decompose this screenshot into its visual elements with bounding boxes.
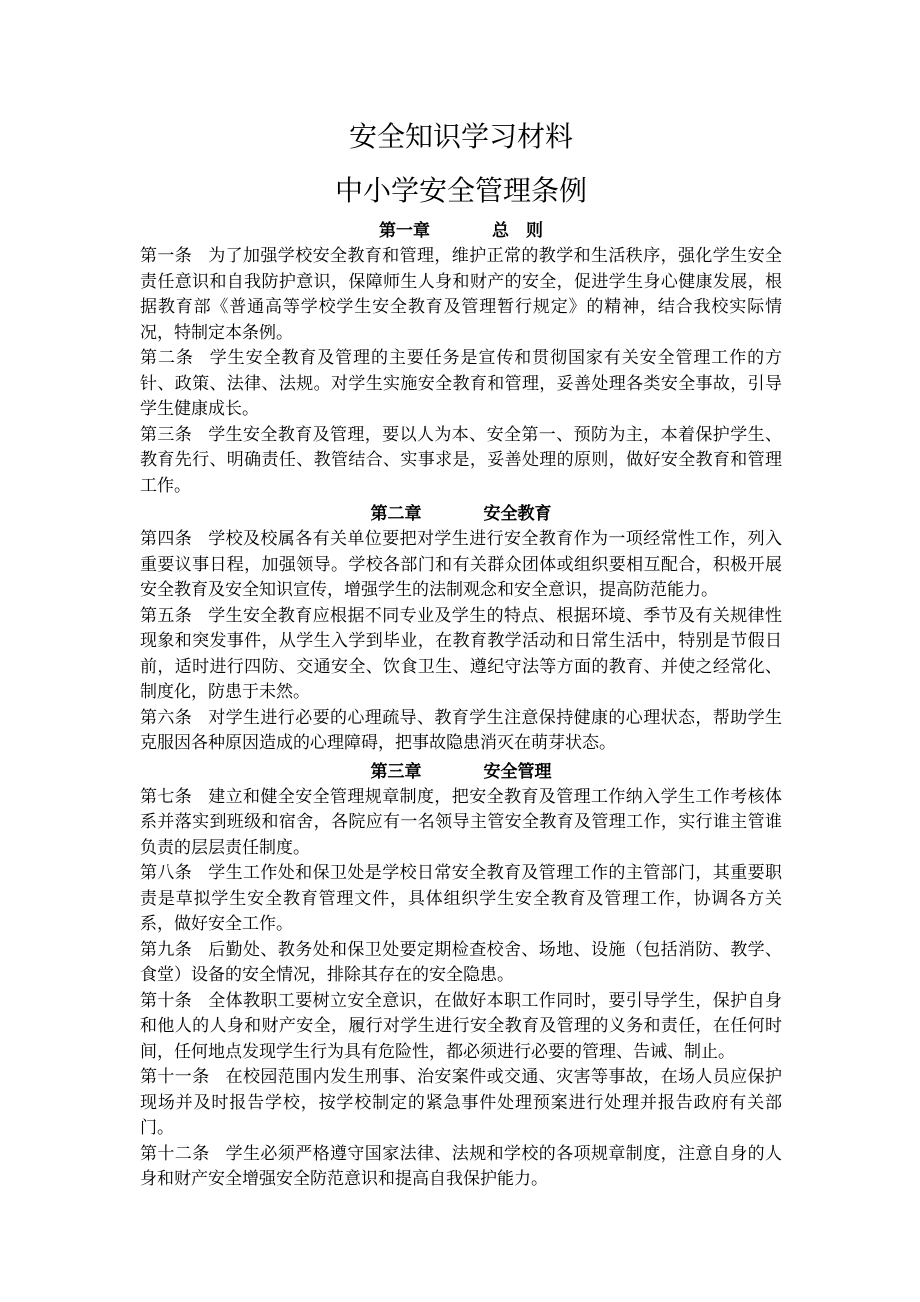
article-text: 学生安全教育应根据不同专业及学生的特点、根据环境、季节及有关规律性现象和突发事件，从学生入学到毕业，在教育教学活动和日常生活中，特别是节假日前，适时进行四防、交通安全、饮食卫生、遵纪守法等方面的教育、并使之经常化、制度化，防患于未然。 bbox=[140, 605, 783, 702]
chapter-number: 第三章 bbox=[370, 761, 422, 782]
article-text: 对学生进行必要的心理疏导、教育学生注意保持健康的心理状态，帮助学生克服因各种原因造成的心理障碍，把事故隐患消灭在萌芽状态。 bbox=[140, 707, 783, 753]
chapter-name: 安全教育 bbox=[483, 504, 552, 524]
chapter-heading-3 bbox=[140, 759, 782, 785]
article-text: 在校园范围内发生刑事、治安案件或交通、灾害等事故，在场人员应保护现场并及时报告学校，按学校制定的紧急事件处理预案进行处理并报告政府有关部门。 bbox=[140, 1067, 783, 1138]
article-number: 第十二条 bbox=[140, 1143, 210, 1164]
article-number: 第二条 bbox=[140, 348, 194, 368]
article-text: 学生安全教育及管理，要以人为本、安全第一、预防为主，本着保护学生、教育先行、明确责任、教管结合、实事求是，妥善处理的原则，做好安全教育和管理工作。 bbox=[140, 424, 783, 496]
article-number: 第十一条 bbox=[140, 1067, 210, 1087]
article-text: 学生安全教育及管理的主要任务是宣传和贯彻国家有关安全管理工作的方针、政策、法律、法规。对学生实施安全教育和管理，妥善处理各类安全事故，引导学生健康成长。 bbox=[140, 348, 783, 419]
chapter-name: 安全管理 bbox=[483, 761, 552, 782]
article-text: 建立和健全安全管理规章制度，把安全教育及管理工作纳入学生工作考核体系并落实到班级和宿舍，各院应有一名领导主管安全教育及管理工作，实行谁主管谁负责的层层责任制度。 bbox=[140, 786, 783, 858]
article-6 bbox=[140, 706, 782, 757]
article-number: 第三条 bbox=[140, 424, 193, 445]
article-2 bbox=[140, 346, 782, 423]
article-text: 后勤处、教务处和保卫处要定期检查校舍、场地、设施（包括消防、教学、食堂）设备的安全情况，排除其存在的安全隐患。 bbox=[140, 939, 783, 985]
article-number: 第六条 bbox=[140, 707, 193, 728]
article-8 bbox=[140, 861, 782, 938]
article-number: 第四条 bbox=[140, 529, 193, 549]
article-text: 为了加强学校安全教育和管理，维护正常的教学和生活秩序，强化学生安全责任意识和自我防护意识，保障师生人身和财产的安全，促进学生身心健康发展，根据教育部《普通高等学校学生安全教育及管理暂行规定》的精神，结合我校实际情况，特制定本条例。 bbox=[140, 246, 783, 343]
article-number: 第八条 bbox=[140, 863, 193, 883]
article-number: 第十条 bbox=[140, 990, 193, 1011]
article-text: 学校及校属各有关单位要把对学生进行安全教育作为一项经常性工作，列入重要议事日程，加强领导。学校各部门和有关群众团体或组织要相互配合，积极开展安全教育及安全知识宣传，增强学生的法制观念和安全意识，提高防范能力。 bbox=[140, 529, 783, 600]
article-3 bbox=[140, 423, 782, 500]
article-text: 学生必须严格遵守国家法律、法规和学校的各项规章制度，注意自身的人身和财产安全增强安全防范意识和提高自我保护能力。 bbox=[140, 1143, 783, 1189]
chapter-heading-2 bbox=[140, 501, 782, 527]
article-1 bbox=[140, 244, 782, 346]
article-12 bbox=[140, 1142, 782, 1193]
chapter-name: 总 则 bbox=[492, 221, 543, 241]
chapter-heading-1 bbox=[140, 218, 782, 244]
chapter-number: 第一章 bbox=[379, 221, 430, 241]
document-title: 安全知识学习材料 bbox=[348, 120, 573, 153]
article-7 bbox=[140, 785, 782, 862]
document-subtitle: 中小学安全管理条例 bbox=[334, 174, 587, 207]
article-5 bbox=[140, 604, 782, 706]
article-text: 全体教职工要树立安全意识，在做好本职工作同时，要引导学生，保护自身和他人的人身和财产安全，履行对学生进行安全教育及管理的义务和责任，在任何时间，任何地点发现学生行为具有危险性，都必须进行必要的管理、告诫、制止。 bbox=[140, 990, 783, 1062]
article-9 bbox=[140, 938, 782, 989]
article-number: 第七条 bbox=[140, 786, 193, 807]
article-number: 第一条 bbox=[140, 246, 193, 266]
article-4 bbox=[140, 527, 782, 604]
article-number: 第九条 bbox=[140, 939, 193, 960]
article-11 bbox=[140, 1065, 782, 1142]
chapter-number: 第二章 bbox=[370, 504, 422, 524]
article-number: 第五条 bbox=[140, 605, 193, 626]
document-page bbox=[140, 112, 782, 1193]
article-text: 学生工作处和保卫处是学校日常安全教育及管理工作的主管部门，其重要职责是草拟学生安全教育管理文件，具体组织学生安全教育及管理工作，协调各方关系，做好安全工作。 bbox=[140, 863, 783, 934]
article-10 bbox=[140, 989, 782, 1066]
